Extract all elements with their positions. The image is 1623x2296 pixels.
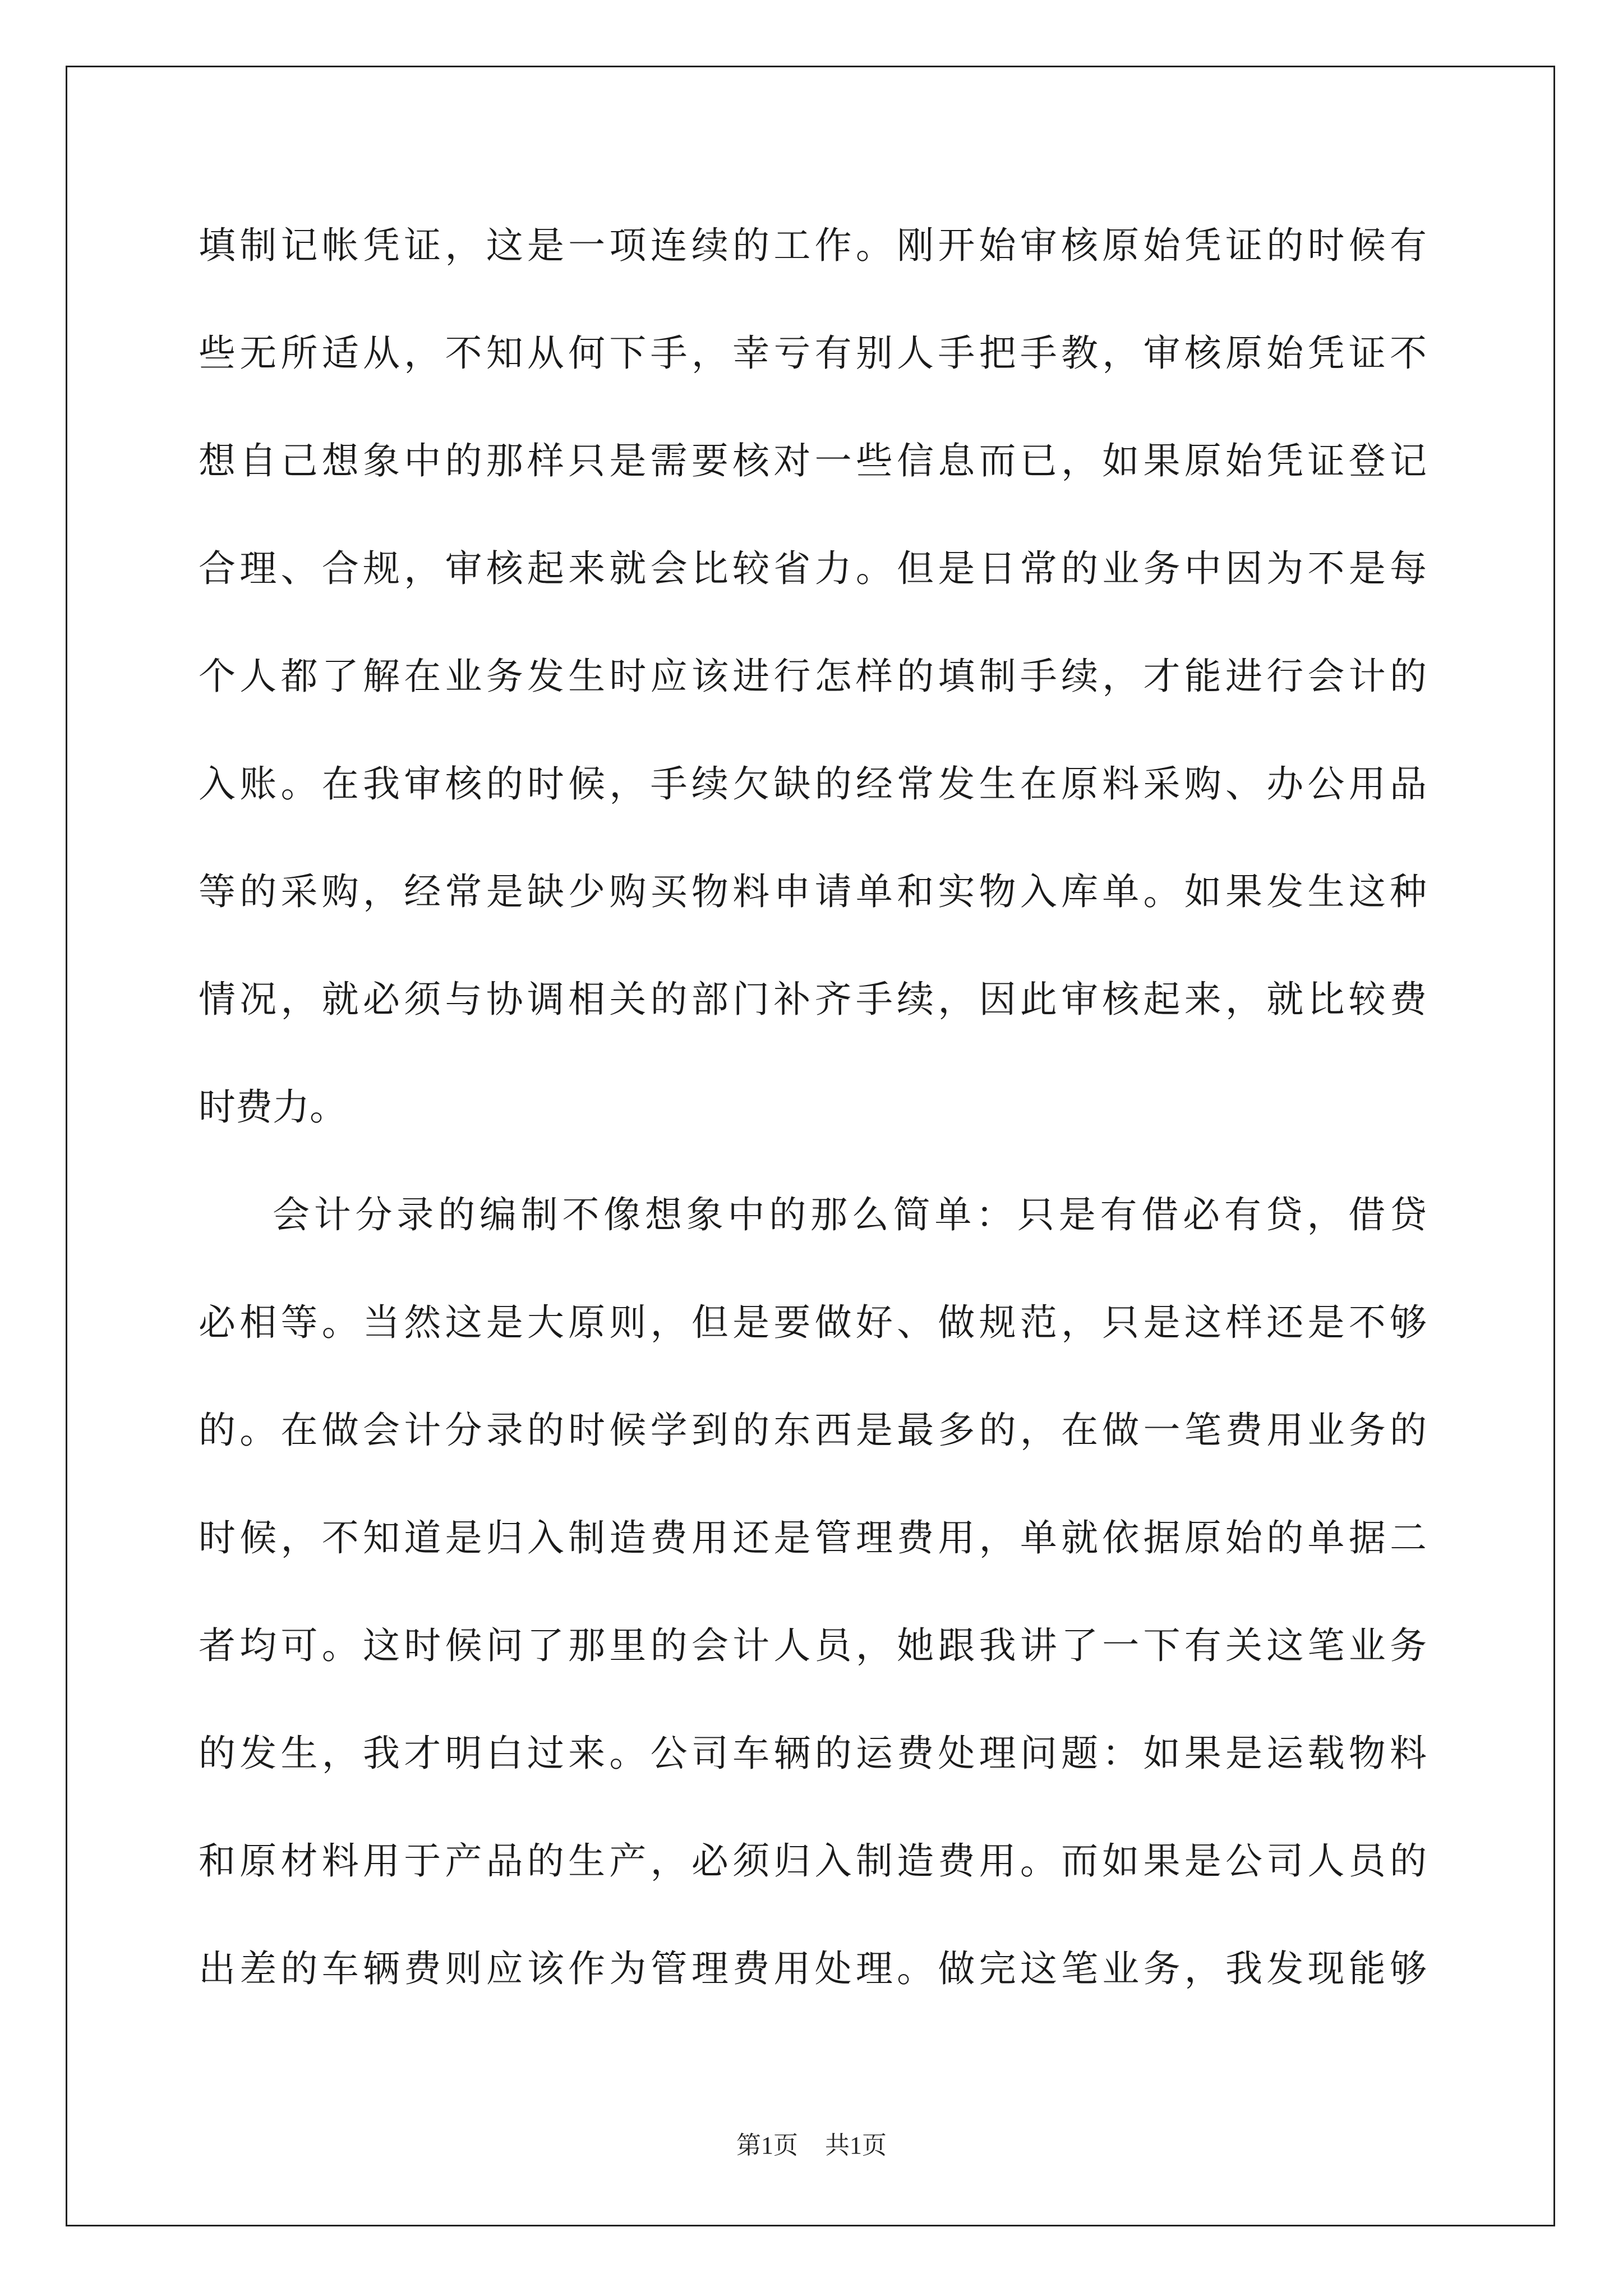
page-number-current: 第1页: [736, 2132, 798, 2159]
paragraph-2-line-2: 必相等。当然这是大原则，但是要做好、做规范，只是这样还是不够: [199, 1301, 1427, 1344]
paragraph-1-line-7: 等的采购，经常是缺少购买物料申请单和实物入库单。如果发生这种: [199, 870, 1427, 913]
page-number-total: 共1页: [825, 2132, 887, 2159]
paragraph-1-line-2: 些无所适从，不知从何下手，幸亏有别人手把手教，审核原始凭证不: [199, 332, 1427, 375]
page-footer: [0, 2129, 1623, 2162]
paragraph-1-line-3: 想自己想象中的那样只是需要核对一些信息而已，如果原始凭证登记: [199, 439, 1427, 482]
paragraph-2-line-5: 者均可。这时候问了那里的会计人员，她跟我讲了一下有关这笔业务: [199, 1624, 1427, 1667]
paragraph-1-line-9: 时费力。: [199, 1085, 347, 1129]
paragraph-2-line-7: 和原材料用于产品的生产，必须归入制造费用。而如果是公司人员的: [199, 1839, 1427, 1883]
paragraph-2-line-4: 时候，不知道是归入制造费用还是管理费用，单就依据原始的单据二: [199, 1516, 1427, 1559]
paragraph-1-line-6: 入账。在我审核的时候，手续欠缺的经常发生在原料采购、办公用品: [199, 762, 1427, 806]
paragraph-2-line-8: 出差的车辆费则应该作为管理费用处理。做完这笔业务，我发现能够: [199, 1947, 1427, 1990]
paragraph-1-line-4: 合理、合规，审核起来就会比较省力。但是日常的业务中因为不是每: [199, 547, 1427, 590]
paragraph-2-line-3: 的。在做会计分录的时候学到的东西是最多的，在做一笔费用业务的: [199, 1409, 1427, 1452]
paragraph-2-line-6: 的发生，我才明白过来。公司车辆的运费处理问题：如果是运载物料: [199, 1732, 1427, 1775]
paragraph-1-line-1: 填制记帐凭证，这是一项连续的工作。刚开始审核原始凭证的时候有: [199, 224, 1427, 267]
paragraph-1-line-8: 情况，就必须与协调相关的部门补齐手续，因此审核起来，就比较费: [199, 978, 1427, 1021]
page-border: [66, 66, 1555, 2226]
paragraph-1-line-5: 个人都了解在业务发生时应该进行怎样的填制手续，才能进行会计的: [199, 655, 1427, 698]
paragraph-2-line-1: 会计分录的编制不像想象中的那么简单：只是有借必有贷，借贷: [273, 1193, 1427, 1236]
